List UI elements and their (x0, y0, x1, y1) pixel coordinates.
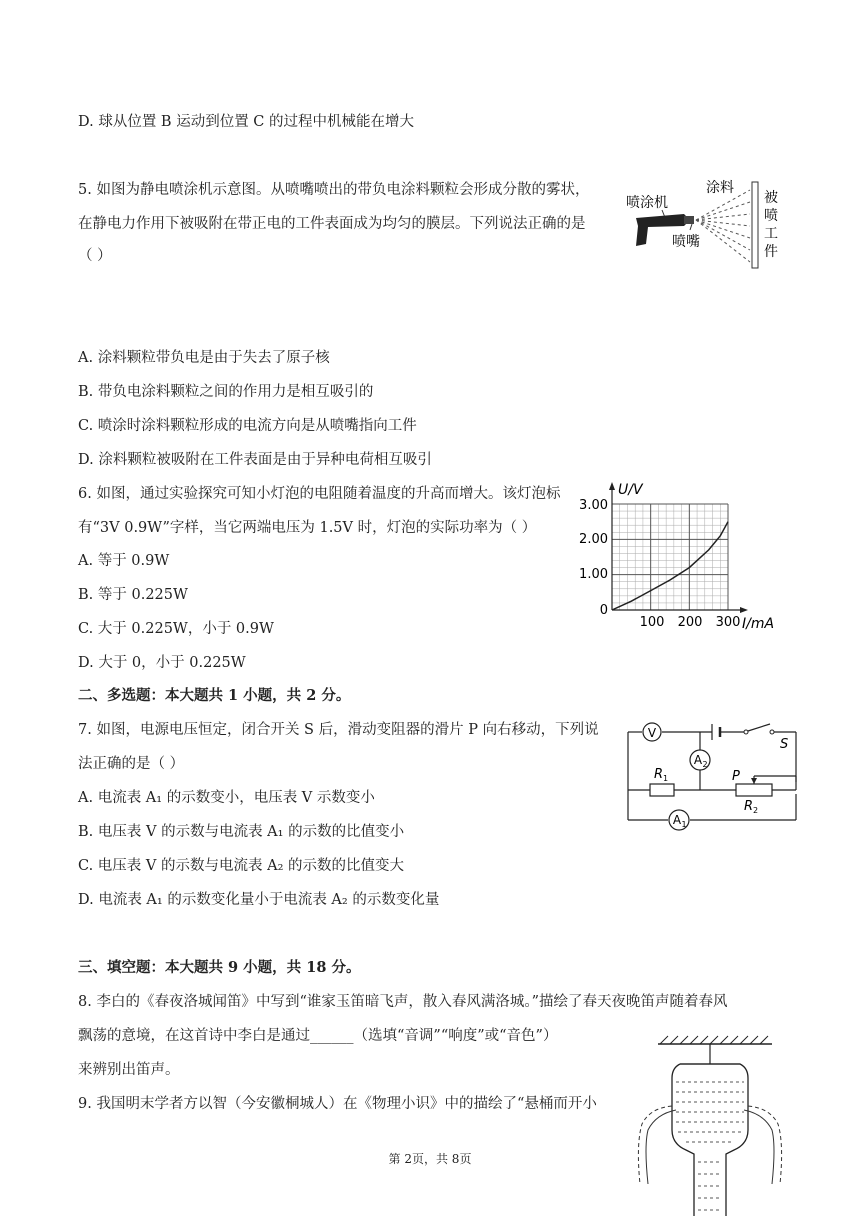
ammeter-a1-subscript: 1 (681, 820, 687, 829)
left-water-stream (638, 1106, 672, 1184)
q8-stem-line1: 8. 李白的《春夜洛城闻笛》中写到“谁家玉笛暗飞声，散入春风满洛城。”描绘了春天夜晚笛声随着春风 (78, 994, 728, 1010)
rheostat-r2 (736, 784, 772, 796)
q7-stem-line2: 法正确的是（ ） (78, 756, 185, 772)
r1-label: R (654, 767, 664, 782)
q5-option-d: D. 涂料颗粒被吸附在工件表面是由于异种电荷相互吸引 (78, 452, 432, 468)
q5-stem-line1: 5. 如图为静电喷涂机示意图。从喷嘴喷出的带负电涂料颗粒会形成分散的雾状， (78, 182, 590, 198)
q5-option-a: A. 涂料颗粒带负电是由于失去了原子核 (78, 350, 330, 366)
workpiece-label-2: 喷 (764, 208, 778, 224)
workpiece-label-4: 件 (764, 244, 778, 260)
q6-stem-line2: 有“3V 0.9W”字样，当它两端电压为 1.5V 时，灯泡的实际功率为（ ） (78, 520, 537, 536)
workpiece-plate (752, 182, 758, 268)
y-axis-arrow (609, 482, 615, 490)
page-footer: 第 2页，共 8页 (388, 1152, 472, 1166)
hanging-bucket-diagram (630, 1034, 800, 1216)
ammeter-a1-label: A (672, 813, 682, 827)
q6-stem-line1: 6. 如图，通过实验探究可知小灯泡的电阻随着温度的升高而增大。该灯泡标 (78, 486, 561, 502)
y-axis-label: U/V (618, 482, 643, 498)
q4-option-d: D. 球从位置 B 运动到位置 C 的过程中机械能在增大 (78, 114, 415, 130)
y-tick-2: 2.00 (579, 532, 608, 547)
right-water-stream (748, 1106, 782, 1184)
slider-arrow (751, 778, 757, 784)
voltmeter-label: V (647, 726, 657, 740)
sprayer-machine-label: 喷涂机 (626, 195, 668, 211)
nozzle-label: 喷嘴 (672, 234, 700, 250)
q6-option-b: B. 等于 0.225W (78, 587, 188, 603)
sprayer-diagram (618, 172, 788, 272)
q7-option-b: B. 电压表 V 的示数与电流表 A₁ 的示数的比值变小 (78, 824, 405, 840)
section-fill-blank-heading: 三、填空题：本大题共 9 小题，共 18 分。 (78, 959, 361, 976)
section-multiple-choice-heading: 二、多选题：本大题共 1 小题，共 2 分。 (78, 687, 351, 704)
y-tick-0: 0 (599, 603, 608, 618)
ceiling-hatching (660, 1036, 768, 1044)
q5-answer-blank: （ ） (78, 248, 112, 264)
x-tick-200: 200 (677, 615, 703, 630)
r1-subscript: 1 (663, 774, 669, 783)
switch-contact (770, 730, 774, 734)
ui-graph (579, 476, 792, 632)
q7-option-d: D. 电流表 A₁ 的示数变化量小于电流表 A₂ 的示数变化量 (78, 892, 440, 908)
paint-label: 涂料 (706, 180, 734, 196)
water-level-lines (676, 1082, 744, 1210)
q9-stem-line1: 9. 我国明末学者方以智（今安徽桐城人）在《物理小识》中的描绘了“悬桶而开小 (78, 1096, 597, 1112)
q7-stem-line1: 7. 如图，电源电压恒定，闭合开关 S 后，滑动变阻器的滑片 P 向右移动，下列说 (78, 722, 599, 738)
x-tick-300: 300 (715, 615, 741, 630)
slider-p-label: P (732, 769, 740, 784)
q8-stem-line3: 来辨别出笛声。 (78, 1062, 180, 1078)
q7-option-c: C. 电压表 V 的示数与电流表 A₂ 的示数的比值变大 (78, 858, 404, 874)
switch-blade (748, 724, 770, 731)
switch-label: S (780, 737, 789, 752)
ui-curve (612, 522, 728, 610)
resistor-r1 (650, 784, 674, 796)
circuit-diagram (620, 716, 810, 836)
nozzle-pointer-line (690, 224, 692, 230)
y-tick-3: 3.00 (579, 498, 608, 513)
q8-stem-line2: 飘荡的意境，在这首诗中李白是通过______（选填“音调”“响度”或“音色”） (78, 1028, 558, 1044)
q7-option-a: A. 电流表 A₁ 的示数变小，电压表 V 示数变小 (78, 790, 375, 806)
r2-subscript: 2 (753, 806, 759, 815)
x-axis-label: I/mA (742, 616, 775, 632)
q5-option-b: B. 带负电涂料颗粒之间的作用力是相互吸引的 (78, 384, 374, 400)
x-tick-100: 100 (639, 615, 665, 630)
q5-stem-line2: 在静电力作用下被吸附在带正电的工件表面成为均匀的膜层。下列说法正确的是 (78, 216, 586, 232)
r2-label: R (744, 799, 754, 814)
workpiece-label-3: 工 (764, 226, 778, 242)
q5-option-c: C. 喷涂时涂料颗粒形成的电流方向是从喷嘴指向工件 (78, 418, 417, 434)
y-tick-1: 1.00 (579, 567, 608, 582)
ammeter-a2-subscript: 2 (702, 760, 708, 769)
q6-option-a: A. 等于 0.9W (78, 553, 170, 569)
q6-option-d: D. 大于 0，小于 0.225W (78, 655, 246, 671)
spray-gun-nozzle (684, 216, 694, 224)
bucket-outline (672, 1064, 748, 1216)
spray-mist-lines (696, 190, 750, 262)
ammeter-a2-label: A (693, 753, 703, 767)
workpiece-label-1: 被 (764, 190, 778, 206)
switch-pivot (744, 730, 748, 734)
q6-option-c: C. 大于 0.225W，小于 0.9W (78, 621, 274, 637)
x-axis-arrow (740, 607, 748, 613)
